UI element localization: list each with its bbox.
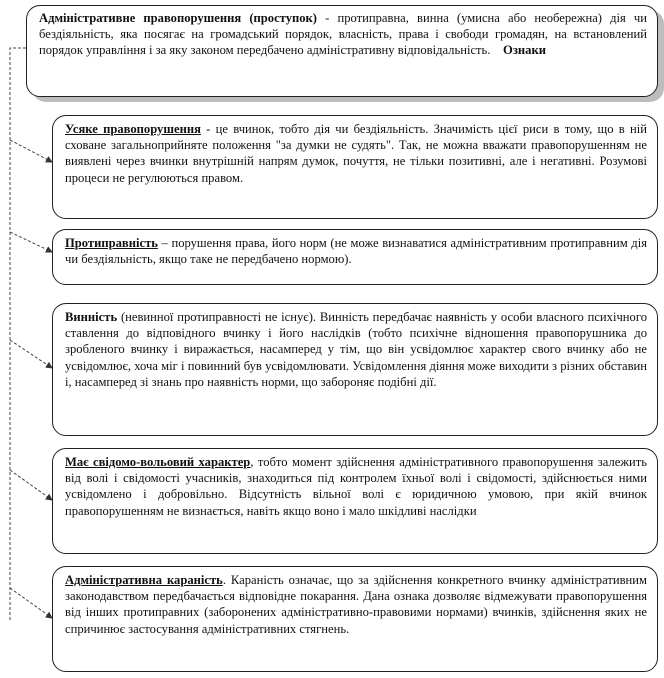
- definition-term: Адміністративне правопорушення (проступок): [39, 11, 318, 25]
- sign-text-act: - це вчинок, тобто дія чи бездіяльність. Значимість цієї риси в тому, що в ній сховане загальноприйняте положення "за думки не судять". Так, не можна вважати правопорушенням не виявлені через вчинки внутрішній напрям думок, почуття, не тільки позитивні, але і негативні. Розумові процеси не регулюються правом.: [65, 122, 647, 185]
- sign-term-volitional: Має свідомо-вольовий характер: [65, 455, 251, 469]
- connector-arrow-2: [10, 232, 52, 252]
- connector-arrow-5: [10, 588, 52, 618]
- sign-box-volitional: [52, 448, 658, 554]
- sign-text-volitional: , тобто момент здійснення адміністративного правопорушення залежить від волі і свідомості учасників, знаходиться під контролем їхньої волі і свідомості, здійснюється ними усвідомлено і добровільно. Відсутність вільної волі є юридичною умовою, при якій вчинок правопорушенням не визнається, навіть якщо воно і мало шкідливі наслідки: [65, 455, 648, 518]
- connector-arrow-1: [10, 140, 52, 162]
- connector-arrow-3: [10, 340, 52, 368]
- sign-box-act: [52, 115, 658, 219]
- sign-box-unlawfulness: [52, 229, 658, 285]
- signs-label: Ознаки: [503, 43, 546, 58]
- definition-text: - протиправна, винна (умисна або необережна) дія чи бездіяльність, яка посягає на громадський порядок, власність, права і свободи громадян, на встановлений порядок управління і за яку законом передбачено адміністративну відповідальність.: [39, 11, 648, 58]
- sign-term-punishability: Адміністративна караність: [65, 573, 223, 587]
- connector-line-main: [10, 48, 26, 620]
- sign-box-guilt: [52, 303, 658, 436]
- sign-term-act: Усяке правопорушення: [65, 122, 201, 136]
- sign-box-punishability: [52, 566, 658, 672]
- sign-text-guilt: (невинної протиправності не існує). Винність передбачає наявність у особи власного психічного ставлення до відповідного вчинку і його наслідків (тобто психічне відношення правопорушника до зробленого вчинку і виражається, насамперед у тім, що він усвідомлює характер свого вчинку або не усвідомлює, хоча міг і повинний був усвідомлювати. Усвідомлення діяння може виходити з різних обставин і, насамперед зі знань про наявність норми, що забороняє подібні дії.: [65, 310, 647, 389]
- sign-text-punishability: . Караність означає, що за здійснення конкретного вчинку адміністративним законодавством передбачається відповідне покарання. Дана ознака дозволяє відмежувати правопорушення від інших протиправних (заборонених адміністративно-правовими нормами) вчинків, здійснення яких не спричинює застосування адміністративних стягнень.: [65, 573, 647, 636]
- connector-arrow-4: [10, 470, 52, 500]
- sign-term-unlawfulness: Протиправність: [65, 236, 158, 250]
- sign-term-guilt: Винність: [65, 310, 118, 324]
- sign-text-unlawfulness: – порушення права, його норм (не може визнаватися адміністративним протиправним дія чи бездіяльність, якщо таке не передбачено нормою).: [65, 236, 647, 267]
